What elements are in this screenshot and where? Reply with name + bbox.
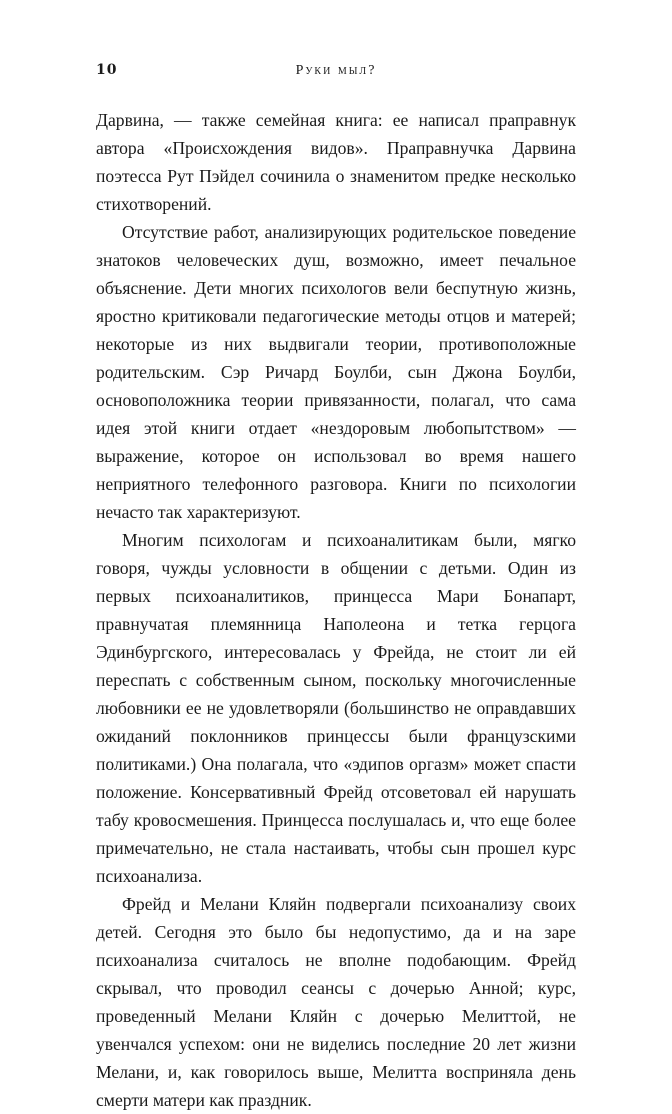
- book-page: [96, 62, 576, 1114]
- paragraph: Фрейд и Мелани Кляйн подвергали психоанализу своих детей. Сегодня это было бы недопустимо, да и на заре психоанализа считалось не вполне подобающим. Фрейд скрывал, что проводил сеансы с дочерью Анной; курс, проведенный Мелани Кляйн с дочерью Мелиттой, не увенчался успехом: они не виделись последние 20 лет жизни Мелани, и, как говорилось выше, Мелитта восприняла день смерти матери как праздник.: [96, 894, 576, 1110]
- running-header: [96, 62, 576, 84]
- chapter-title: Руки мыл?: [295, 63, 377, 78]
- paragraph-continued: Дарвина, — также семейная книга: ее написал праправнук автора «Происхождения видов». Праправнучка Дарвина поэтесса Рут Пэйдел сочинила о знаменитом предке несколько стихотворений.: [96, 110, 576, 214]
- page-number: 10: [96, 62, 118, 78]
- paragraph: Многим психологам и психоаналитикам были, мягко говоря, чужды условности в общении с детьми. Один из первых психоаналитиков, принцесса Мари Бонапарт, правнучатая племянница Наполеона и тетка герцога Эдинбургского, интересовалась у Фрейда, не стоит ли ей переспать с собственным сыном, поскольку многочисленные любовники ее не удовлетворяли (большинство не оправдавших ожиданий поклонников принцессы были французскими политиками.) Она полагала, что «эдипов оргазм» может спасти положение. Консервативный Фрейд отсоветовал ей нарушать табу кровосмешения. Принцесса послушалась и, что еще более примечательно, не стала настаивать, чтобы сын прошел курс психоанализа.: [96, 530, 576, 886]
- paragraph: Отсутствие работ, анализирующих родительское поведение знатоков человеческих душ, возможно, имеет печальное объяснение. Дети многих психологов вели беспутную жизнь, яростно критиковали педагогические методы отцов и матерей; некоторые из них выдвигали теории, противоположные родительским. Сэр Ричард Боулби, сын Джона Боулби, основоположника теории привязанности, полагал, что сама идея этой книги отдает «нездоровым любопытством» — выражение, которое он использовал во время нашего неприятного телефонного разговора. Книги по психологии нечасто так характеризуют.: [96, 222, 576, 522]
- body-text: [96, 106, 576, 1114]
